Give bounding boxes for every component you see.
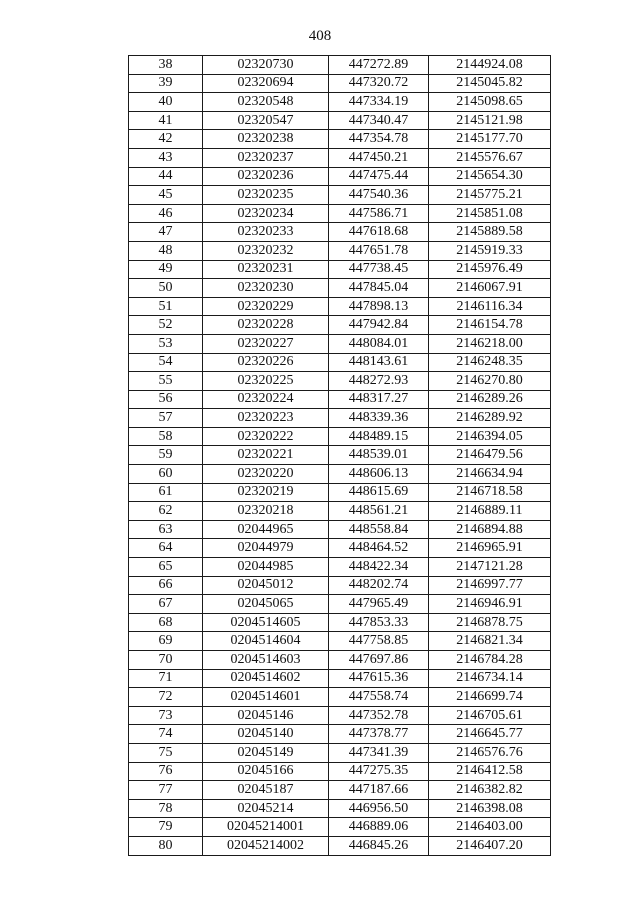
x-coordinate-cell: 446845.26 [329,836,429,855]
y-coordinate-cell: 2145919.33 [429,241,551,260]
table-row [129,446,551,465]
table-row [129,167,551,186]
row-number-cell: 57 [129,409,203,428]
row-number-cell: 61 [129,483,203,502]
row-number-cell: 62 [129,502,203,521]
row-number-cell: 75 [129,743,203,762]
row-number-cell: 76 [129,762,203,781]
x-coordinate-cell: 447275.35 [329,762,429,781]
y-coordinate-cell: 2145654.30 [429,167,551,186]
y-coordinate-cell: 2145045.82 [429,74,551,93]
row-number-cell: 40 [129,93,203,112]
point-id-cell: 02320236 [203,167,329,186]
y-coordinate-cell: 2145889.58 [429,223,551,242]
y-coordinate-cell: 2146394.05 [429,427,551,446]
row-number-cell: 55 [129,372,203,391]
x-coordinate-cell: 447558.74 [329,688,429,707]
x-coordinate-cell: 447450.21 [329,148,429,167]
point-id-cell: 0204514601 [203,688,329,707]
y-coordinate-cell: 2146965.91 [429,539,551,558]
point-id-cell: 02045166 [203,762,329,781]
table-row [129,613,551,632]
row-number-cell: 47 [129,223,203,242]
point-id-cell: 02320225 [203,372,329,391]
y-coordinate-cell: 2146270.80 [429,372,551,391]
y-coordinate-cell: 2147121.28 [429,558,551,577]
x-coordinate-cell: 448615.69 [329,483,429,502]
table-row [129,502,551,521]
y-coordinate-cell: 2146784.28 [429,651,551,670]
x-coordinate-cell: 448489.15 [329,427,429,446]
row-number-cell: 42 [129,130,203,149]
y-coordinate-cell: 2146479.56 [429,446,551,465]
x-coordinate-cell: 447272.89 [329,56,429,75]
x-coordinate-cell: 447475.44 [329,167,429,186]
table-row [129,669,551,688]
table-row [129,223,551,242]
row-number-cell: 63 [129,520,203,539]
x-coordinate-cell: 447334.19 [329,93,429,112]
point-id-cell: 02320238 [203,130,329,149]
point-id-cell: 0204514605 [203,613,329,632]
y-coordinate-cell: 2146997.77 [429,576,551,595]
y-coordinate-cell: 2146894.88 [429,520,551,539]
table-row [129,762,551,781]
x-coordinate-cell: 447354.78 [329,130,429,149]
point-id-cell: 02320547 [203,111,329,130]
point-id-cell: 02320237 [203,148,329,167]
y-coordinate-cell: 2146289.26 [429,390,551,409]
y-coordinate-cell: 2146878.75 [429,613,551,632]
x-coordinate-cell: 448317.27 [329,390,429,409]
table-row [129,297,551,316]
table-row [129,651,551,670]
row-number-cell: 46 [129,204,203,223]
y-coordinate-cell: 2146218.00 [429,334,551,353]
point-id-cell: 02320233 [203,223,329,242]
x-coordinate-cell: 447651.78 [329,241,429,260]
x-coordinate-cell: 447187.66 [329,781,429,800]
y-coordinate-cell: 2146946.91 [429,595,551,614]
x-coordinate-cell: 447540.36 [329,186,429,205]
point-id-cell: 02320694 [203,74,329,93]
point-id-cell: 02320223 [203,409,329,428]
row-number-cell: 68 [129,613,203,632]
point-id-cell: 02320226 [203,353,329,372]
row-number-cell: 50 [129,279,203,298]
row-number-cell: 71 [129,669,203,688]
y-coordinate-cell: 2146576.76 [429,743,551,762]
row-number-cell: 52 [129,316,203,335]
y-coordinate-cell: 2146248.35 [429,353,551,372]
row-number-cell: 38 [129,56,203,75]
table-row [129,334,551,353]
table-row [129,316,551,335]
x-coordinate-cell: 446956.50 [329,799,429,818]
table-row [129,148,551,167]
table-row [129,799,551,818]
y-coordinate-cell: 2146067.91 [429,279,551,298]
table-row [129,74,551,93]
table-row [129,260,551,279]
y-coordinate-cell: 2145121.98 [429,111,551,130]
row-number-cell: 70 [129,651,203,670]
row-number-cell: 64 [129,539,203,558]
y-coordinate-cell: 2145177.70 [429,130,551,149]
row-number-cell: 74 [129,725,203,744]
y-coordinate-cell: 2144924.08 [429,56,551,75]
x-coordinate-cell: 448339.36 [329,409,429,428]
table-row [129,409,551,428]
y-coordinate-cell: 2146718.58 [429,483,551,502]
x-coordinate-cell: 447352.78 [329,706,429,725]
x-coordinate-cell: 447898.13 [329,297,429,316]
coordinates-table [128,55,551,856]
row-number-cell: 80 [129,836,203,855]
x-coordinate-cell: 447341.39 [329,743,429,762]
table-row [129,743,551,762]
y-coordinate-cell: 2146398.08 [429,799,551,818]
row-number-cell: 49 [129,260,203,279]
table-row [129,353,551,372]
y-coordinate-cell: 2146412.58 [429,762,551,781]
x-coordinate-cell: 447586.71 [329,204,429,223]
point-id-cell: 02044979 [203,539,329,558]
point-id-cell: 02320222 [203,427,329,446]
table-row [129,576,551,595]
point-id-cell: 02320220 [203,465,329,484]
y-coordinate-cell: 2146634.94 [429,465,551,484]
point-id-cell: 0204514603 [203,651,329,670]
y-coordinate-cell: 2145098.65 [429,93,551,112]
table-row [129,465,551,484]
row-number-cell: 65 [129,558,203,577]
point-id-cell: 02045065 [203,595,329,614]
table-row [129,204,551,223]
coordinates-table-body [129,56,551,856]
row-number-cell: 73 [129,706,203,725]
point-id-cell: 02320227 [203,334,329,353]
x-coordinate-cell: 447615.36 [329,669,429,688]
table-row [129,93,551,112]
row-number-cell: 43 [129,148,203,167]
x-coordinate-cell: 447618.68 [329,223,429,242]
row-number-cell: 56 [129,390,203,409]
table-row [129,818,551,837]
table-row [129,520,551,539]
y-coordinate-cell: 2146889.11 [429,502,551,521]
point-id-cell: 0204514602 [203,669,329,688]
x-coordinate-cell: 447378.77 [329,725,429,744]
y-coordinate-cell: 2146116.34 [429,297,551,316]
x-coordinate-cell: 447340.47 [329,111,429,130]
x-coordinate-cell: 447697.86 [329,651,429,670]
x-coordinate-cell: 448084.01 [329,334,429,353]
row-number-cell: 67 [129,595,203,614]
point-id-cell: 02044985 [203,558,329,577]
table-row [129,706,551,725]
row-number-cell: 48 [129,241,203,260]
point-id-cell: 02320221 [203,446,329,465]
point-id-cell: 02320219 [203,483,329,502]
point-id-cell: 02045012 [203,576,329,595]
point-id-cell: 02320232 [203,241,329,260]
point-id-cell: 02320229 [203,297,329,316]
table-row [129,390,551,409]
row-number-cell: 44 [129,167,203,186]
y-coordinate-cell: 2146821.34 [429,632,551,651]
y-coordinate-cell: 2146154.78 [429,316,551,335]
point-id-cell: 02320228 [203,316,329,335]
point-id-cell: 02045214001 [203,818,329,837]
table-row [129,632,551,651]
point-id-cell: 02044965 [203,520,329,539]
x-coordinate-cell: 447845.04 [329,279,429,298]
y-coordinate-cell: 2146734.14 [429,669,551,688]
point-id-cell: 02320234 [203,204,329,223]
x-coordinate-cell: 446889.06 [329,818,429,837]
table-row [129,539,551,558]
x-coordinate-cell: 447853.33 [329,613,429,632]
x-coordinate-cell: 447320.72 [329,74,429,93]
row-number-cell: 66 [129,576,203,595]
y-coordinate-cell: 2145576.67 [429,148,551,167]
table-row [129,279,551,298]
x-coordinate-cell: 447965.49 [329,595,429,614]
table-row [129,836,551,855]
x-coordinate-cell: 448464.52 [329,539,429,558]
row-number-cell: 69 [129,632,203,651]
table-row [129,781,551,800]
table-row [129,595,551,614]
row-number-cell: 51 [129,297,203,316]
row-number-cell: 58 [129,427,203,446]
x-coordinate-cell: 448558.84 [329,520,429,539]
row-number-cell: 45 [129,186,203,205]
y-coordinate-cell: 2145775.21 [429,186,551,205]
y-coordinate-cell: 2146699.74 [429,688,551,707]
table-row [129,688,551,707]
y-coordinate-cell: 2146382.82 [429,781,551,800]
x-coordinate-cell: 448606.13 [329,465,429,484]
point-id-cell: 02045149 [203,743,329,762]
point-id-cell: 02320235 [203,186,329,205]
point-id-cell: 02320548 [203,93,329,112]
table-row [129,427,551,446]
x-coordinate-cell: 448561.21 [329,502,429,521]
y-coordinate-cell: 2146403.00 [429,818,551,837]
table-row [129,111,551,130]
point-id-cell: 02320730 [203,56,329,75]
row-number-cell: 78 [129,799,203,818]
row-number-cell: 59 [129,446,203,465]
x-coordinate-cell: 447738.45 [329,260,429,279]
row-number-cell: 53 [129,334,203,353]
point-id-cell: 02045214002 [203,836,329,855]
table-row [129,372,551,391]
x-coordinate-cell: 447758.85 [329,632,429,651]
point-id-cell: 02320231 [203,260,329,279]
table-row [129,558,551,577]
x-coordinate-cell: 448422.34 [329,558,429,577]
x-coordinate-cell: 447942.84 [329,316,429,335]
table-row [129,130,551,149]
x-coordinate-cell: 448539.01 [329,446,429,465]
table-row [129,56,551,75]
row-number-cell: 77 [129,781,203,800]
point-id-cell: 0204514604 [203,632,329,651]
y-coordinate-cell: 2145851.08 [429,204,551,223]
row-number-cell: 39 [129,74,203,93]
point-id-cell: 02045187 [203,781,329,800]
row-number-cell: 72 [129,688,203,707]
y-coordinate-cell: 2146705.61 [429,706,551,725]
table-row [129,483,551,502]
row-number-cell: 54 [129,353,203,372]
y-coordinate-cell: 2145976.49 [429,260,551,279]
point-id-cell: 02320230 [203,279,329,298]
row-number-cell: 60 [129,465,203,484]
x-coordinate-cell: 448202.74 [329,576,429,595]
row-number-cell: 79 [129,818,203,837]
point-id-cell: 02045146 [203,706,329,725]
point-id-cell: 02320218 [203,502,329,521]
table-row [129,241,551,260]
table-row [129,186,551,205]
y-coordinate-cell: 2146289.92 [429,409,551,428]
y-coordinate-cell: 2146407.20 [429,836,551,855]
point-id-cell: 02320224 [203,390,329,409]
x-coordinate-cell: 448272.93 [329,372,429,391]
x-coordinate-cell: 448143.61 [329,353,429,372]
y-coordinate-cell: 2146645.77 [429,725,551,744]
table-row [129,725,551,744]
row-number-cell: 41 [129,111,203,130]
page-number: 408 [308,28,332,44]
point-id-cell: 02045214 [203,799,329,818]
point-id-cell: 02045140 [203,725,329,744]
